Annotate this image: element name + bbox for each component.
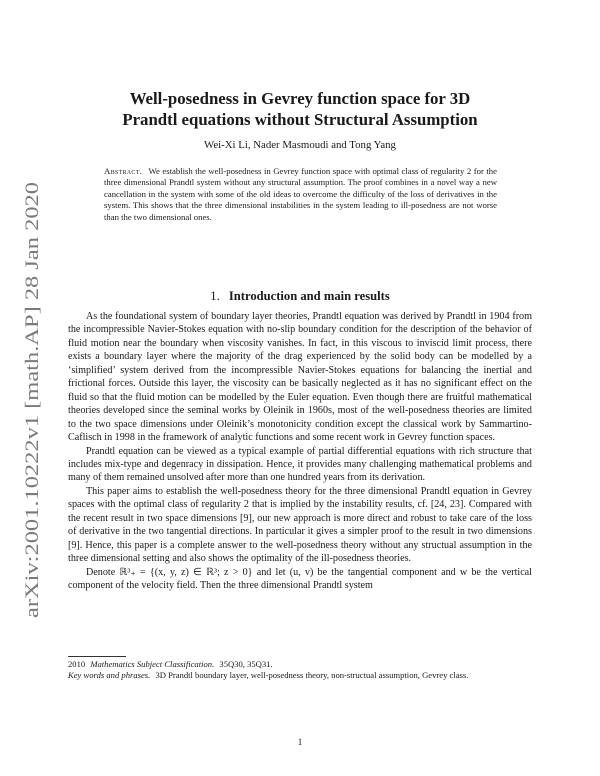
arxiv-stamp (12, 180, 52, 620)
msc-year: 2010 (68, 659, 86, 669)
msc-codes: 35Q30, 35Q31. (219, 659, 273, 669)
footnote-divider (68, 656, 126, 657)
keywords: 3D Prandtl boundary layer, well-posedness theory, non-structual assumption, Gevrey class. (155, 670, 469, 680)
section-name: Introduction and main results (228, 289, 390, 303)
msc-label: Mathematics Subject Classification. (90, 659, 215, 669)
keywords-footnote (68, 670, 532, 681)
paper-title (68, 88, 532, 130)
authors: Wei-Xi Li, Nader Masmoudi and Tong Yang (204, 139, 396, 151)
body-text (68, 310, 532, 593)
abstract (104, 166, 497, 223)
section-number: 1. (210, 289, 220, 303)
keywords-label: Key words and phrases. (68, 670, 151, 680)
page-number: 1 (297, 738, 303, 748)
arxiv-identifier: arXiv:2001.10222v1 [math.AP] 28 Jan 2020 (23, 288, 43, 618)
title-line-1: Well-posedness in Gevrey function space for 3D (129, 89, 471, 108)
footnotes (68, 659, 532, 681)
paragraph: This paper aims to establish the well-posedness theory for the three dimensional Prandtl equation in Gevrey spaces with the optimal class of regularity 2 that is implied by the instability results, cf. [24, 23]. Compared with the recent result in two space dimensions [9], our new approach is more direct and robust to take care of the loss of derivative in the two tangential directions. In particular it gives a simpler proof to the result in two dimensions [9]. Hence, this paper is a complete answer to the well-posedness theory without any structual assumption in the three dimensional setting and also shows the optimality of the ill-posedness theories. (68, 485, 532, 565)
paragraph: Prandtl equation can be viewed as a typical example of partial differential equations with rich structure that includes mix-type and degenracy in dissipation. Hence, it provides many challenging mathematical problems and many of them remained unsolved after more than one hundred years from its derivation. (68, 445, 532, 484)
msc-footnote (68, 659, 532, 670)
abstract-heading: Abstract. (104, 166, 143, 176)
paragraph: As the foundational system of boundary layer theories, Prandtl equation was derived by Prandtl in 1904 from the incompressible Navier-Stokes equation with no-slip boundary condition for the description of the behavior of fluid motion near the boundary when viscosity vanishes. In fact, in this viscous to inviscid limit process, there exists a boundary layer where the majority of the drag experienced by the solid body can be modelled by a ‘simplified’ system derived from the incompressible Navier-Stokes equations for balancing the inertial and frictional forces. Outside this layer, the viscosity can be basically neglected as it has no significant effect on the fluid so that the fluid motion can be modelled by the Euler equation. Even though there are fruitful mathematical theories developed since the seminal works by Oleinik in 1960s, most of the well-posedness theories are limited to the two space dimensions under Oleinik’s monotonicity condition except the classical work by Sammartino-Caflisch in 1998 in the framework of analytic functions and some recent work in Gevrey function spaces. (68, 311, 532, 444)
section-heading (68, 289, 532, 304)
abstract-text: We establish the well-posedness in Gevrey function space with optimal class of regularity 2 for the three dimensional Prandtl system without any structural assumption. The proof combines in a novel way a new cancellation in the system with some of the old ideas to overcome the difficulty of the loss of derivatives in the system. This shows that the three dimensional instabilities in the system leading to ill-posedness are not worse than the two dimensional ones. (104, 166, 497, 222)
title-line-2: Prandtl equations without Structural Assumption (122, 110, 478, 129)
paragraph: Denote ℝ³₊ = {(x, y, z) ∈ ℝ³; z > 0} and let (u, v) be the tangential component and w be the vertical component of the velocity field. Then the three dimensional Prandtl system (68, 566, 532, 592)
